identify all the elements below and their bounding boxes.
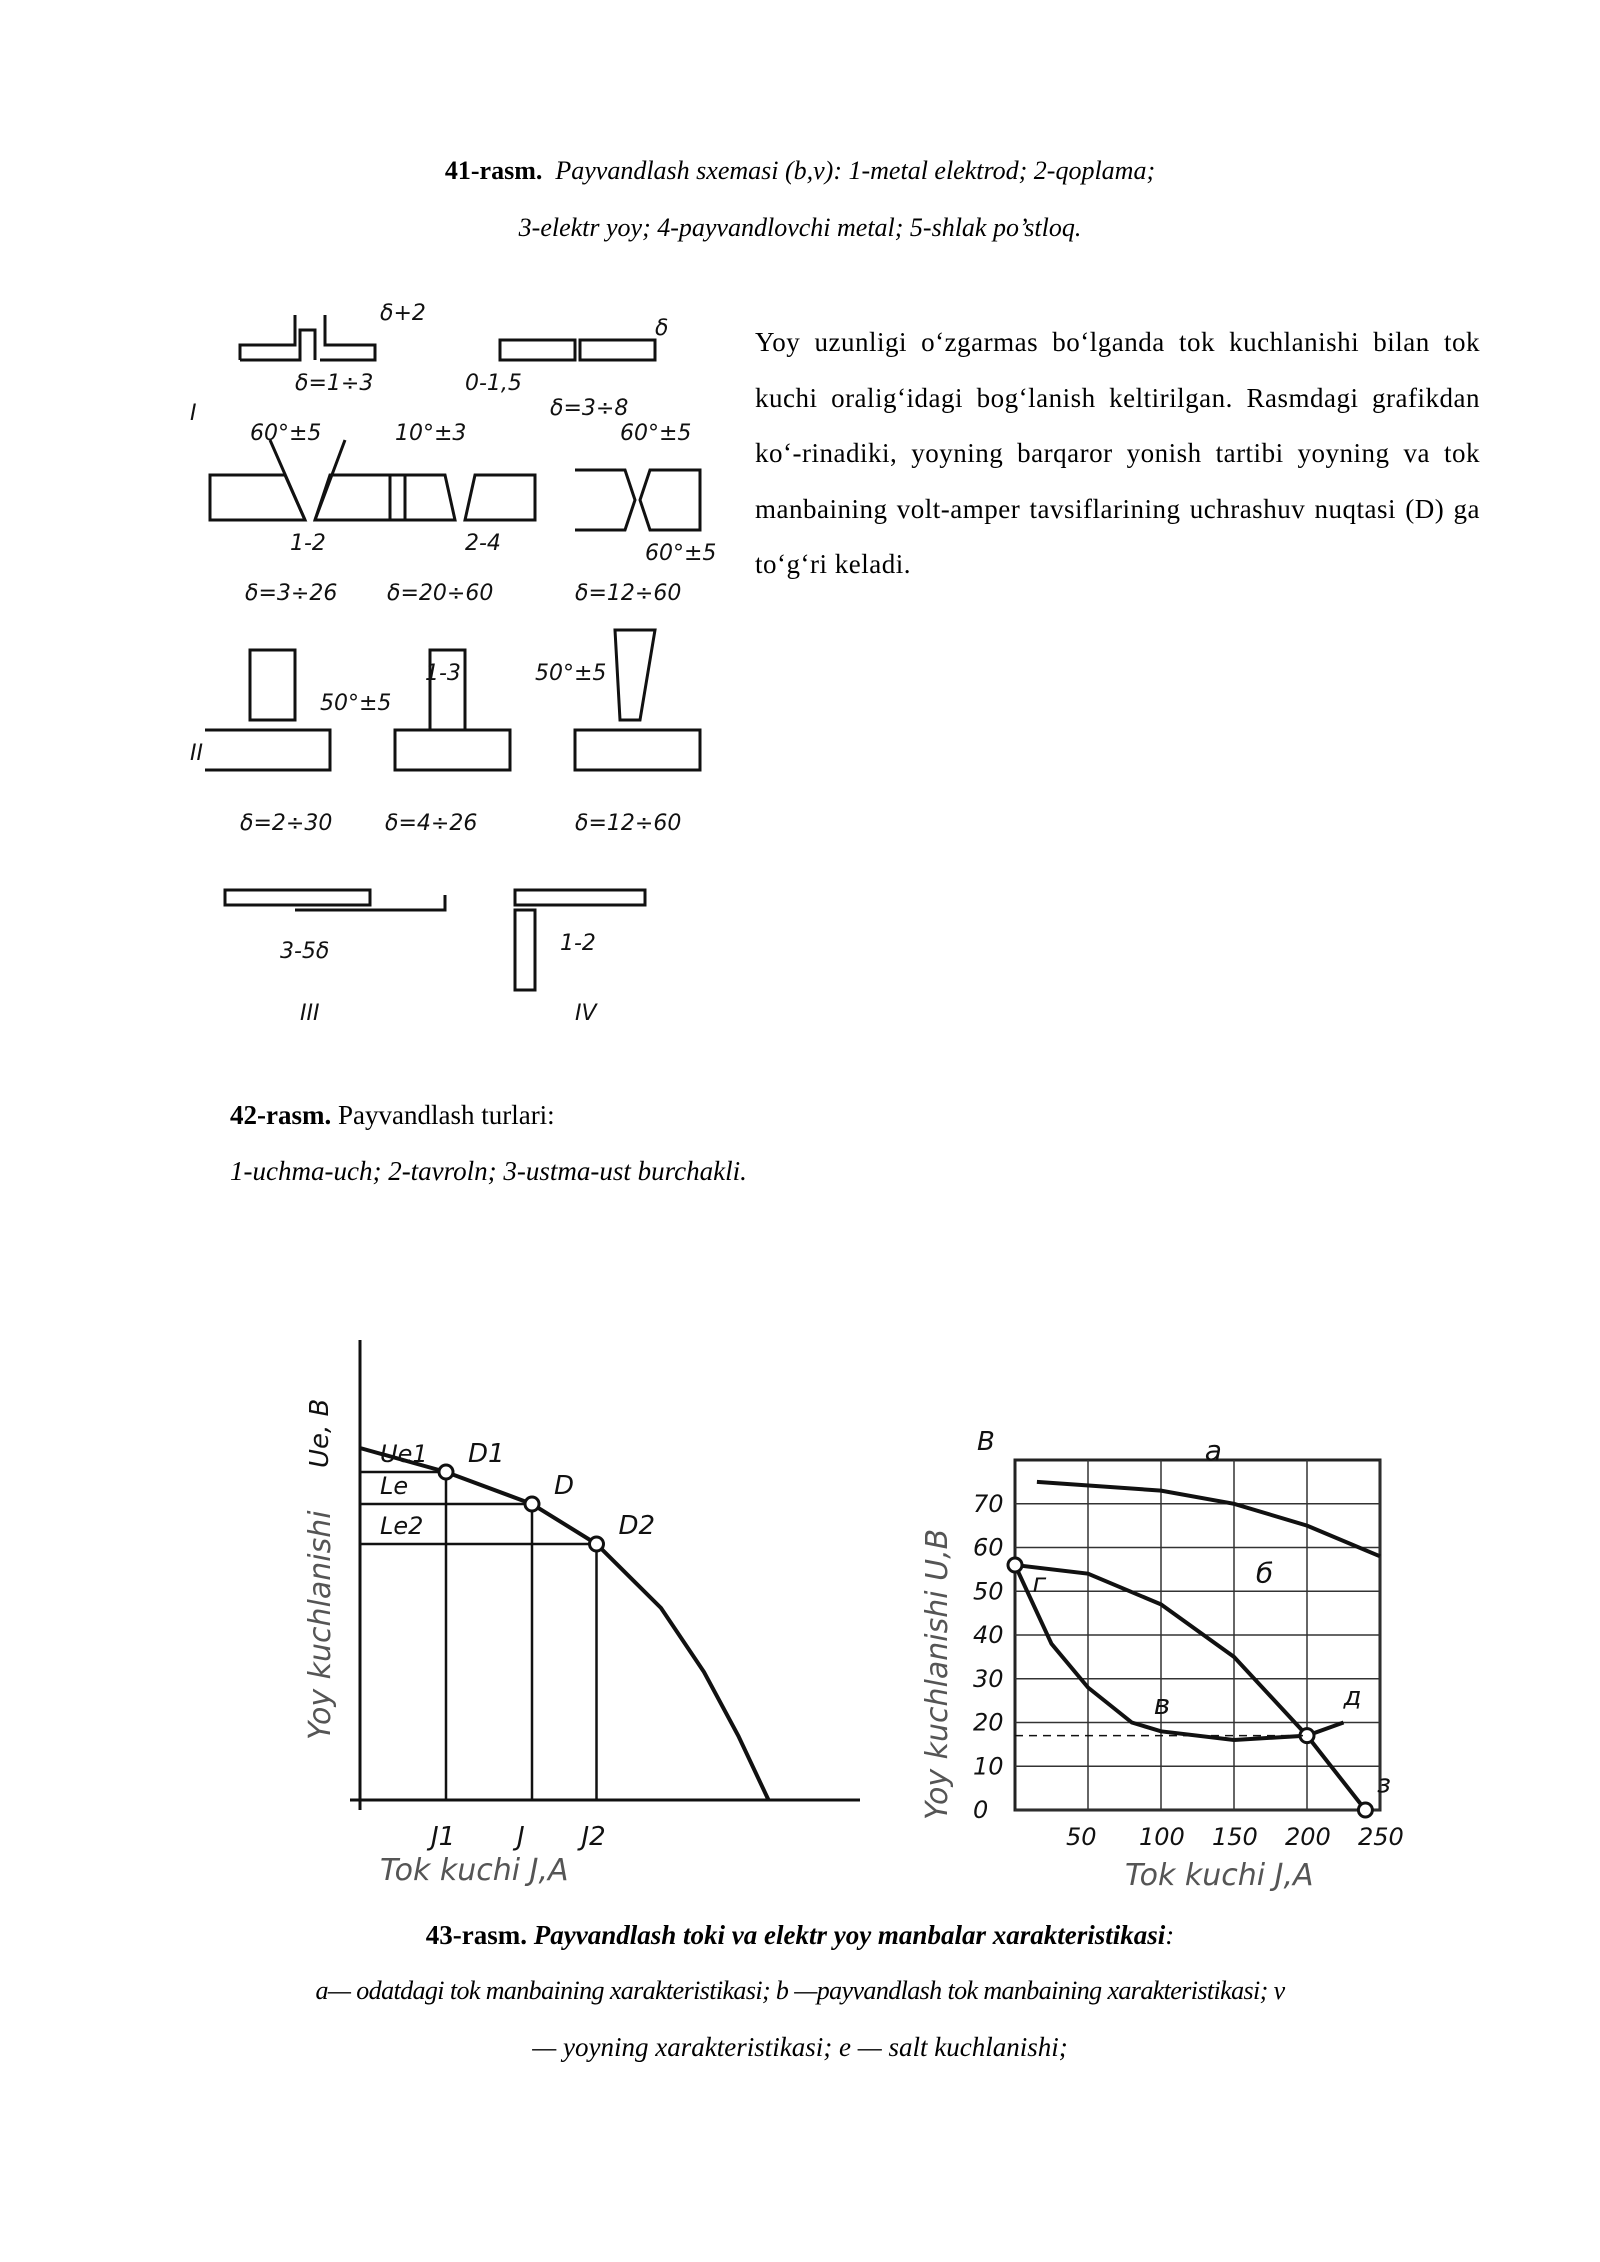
annotation-label: д bbox=[1343, 1682, 1362, 1712]
fig42-caption bbox=[230, 1100, 555, 1131]
point-label: D bbox=[554, 1471, 575, 1501]
label-d2: δ=3÷8 bbox=[550, 396, 629, 421]
fig41-caption-2 bbox=[0, 200, 1600, 256]
x-tick-label: J1 bbox=[431, 1822, 456, 1852]
level-label: Ue1 bbox=[380, 1440, 428, 1468]
series-label: a bbox=[1204, 1434, 1222, 1467]
x-axis-label: Tok kuchi J,A bbox=[1125, 1858, 1314, 1893]
label-d4: δ=20÷60 bbox=[387, 581, 494, 606]
y-tick-label: 40 bbox=[973, 1621, 1004, 1649]
fig42-weld-drawing bbox=[155, 290, 725, 1040]
chart-right bbox=[905, 1420, 1505, 1900]
y-tick-label: 60 bbox=[973, 1533, 1004, 1562]
label-d7: δ=4÷26 bbox=[385, 811, 478, 836]
annotation-label: г bbox=[1032, 1568, 1047, 1599]
x-tick-label: 150 bbox=[1212, 1823, 1258, 1851]
label-ta1: 50°±5 bbox=[320, 691, 392, 716]
fig41-caption-line2: 3-elektr yoy; 4-payvandlovchi metal; 5-shlak po’stloq. bbox=[518, 213, 1082, 242]
label-d8: δ=12÷60 bbox=[575, 811, 682, 836]
x-tick-label: J2 bbox=[581, 1822, 606, 1852]
point-label: D2 bbox=[618, 1511, 656, 1541]
series-label: б bbox=[1255, 1556, 1274, 1590]
x-tick-label: 200 bbox=[1285, 1823, 1331, 1851]
label-t2: 1-3 bbox=[425, 661, 461, 686]
x-tick-label: 100 bbox=[1139, 1823, 1185, 1851]
y-tick-label: 0 bbox=[973, 1796, 989, 1824]
annotation-label: з bbox=[1377, 1769, 1391, 1800]
y-tick-label: 70 bbox=[973, 1489, 1004, 1518]
label-d6: δ=2÷30 bbox=[240, 811, 333, 836]
x-axis-label: Tok kuchi J,A bbox=[380, 1853, 569, 1888]
x-tick-label: 50 bbox=[1066, 1823, 1097, 1851]
y-axis-label: Yoy kuchlanishi bbox=[303, 1510, 338, 1740]
series-label: в bbox=[1153, 1687, 1171, 1721]
fig42-caption-list: 1-uchma-uch; 2-tavroln; 3-ustma-ust burchakli. bbox=[230, 1156, 747, 1186]
label-g1: 1-2 bbox=[290, 531, 326, 556]
fig42-label: 42-rasm. bbox=[230, 1100, 332, 1130]
point-marker bbox=[439, 1465, 453, 1479]
fig41-caption bbox=[0, 143, 1600, 199]
y-unit-label: B bbox=[977, 1427, 995, 1457]
label-a3: 60°±5 bbox=[620, 421, 692, 446]
point-label: D1 bbox=[468, 1439, 505, 1469]
label-group-II: II bbox=[190, 741, 203, 766]
x-tick-label: J bbox=[517, 1822, 525, 1852]
label-d5: δ=12÷60 bbox=[575, 581, 682, 606]
y-tick-label: 10 bbox=[973, 1752, 1004, 1781]
point-marker bbox=[525, 1497, 539, 1511]
fig41-caption-line1: Payvandlash sxemasi (b,v): 1-metal elektrod; 2-qoplama; bbox=[555, 156, 1156, 185]
label-a4: 60°±5 bbox=[645, 541, 717, 566]
label-a1: 60°±5 bbox=[250, 421, 322, 446]
level-label: Le2 bbox=[380, 1512, 424, 1540]
label-d3: δ=3÷26 bbox=[245, 581, 338, 606]
series-line-б bbox=[1015, 1565, 1365, 1810]
label-d-plus: δ+2 bbox=[380, 301, 426, 326]
x-tick-label: 250 bbox=[1358, 1823, 1404, 1851]
label-group-III: III bbox=[300, 1001, 320, 1026]
label-group-IV: IV bbox=[575, 1001, 597, 1026]
point-marker bbox=[590, 1537, 604, 1551]
point-marker bbox=[1008, 1558, 1022, 1572]
y-tick-label: 50 bbox=[973, 1577, 1004, 1606]
chart-left bbox=[300, 1330, 860, 1900]
fig43-caption: 43-rasm. Payvandlash toki va elektr yoy manbalar xarakteristikasi: bbox=[425, 1920, 1175, 1950]
label-ta2: 50°±5 bbox=[535, 661, 607, 686]
label-g2: 2-4 bbox=[465, 531, 501, 556]
fig41-label: 41-rasm. bbox=[444, 156, 543, 185]
label-d1: δ=1÷3 bbox=[295, 371, 374, 396]
y-units-label: Ue, B bbox=[305, 1398, 335, 1468]
level-label: Le bbox=[380, 1472, 409, 1500]
fig43-caption-line2: a— odatdagi tok manbaining xarakteristikasi; b —payvandlash tok manbaining xarakteristikasi; v bbox=[315, 1976, 1285, 2005]
fig43-title: Payvandlash toki va elektr yoy manbalar xarakteristikasi bbox=[533, 1920, 1166, 1950]
label-gap1: 0-1,5 bbox=[465, 371, 522, 396]
label-lap: 3-5δ bbox=[280, 939, 330, 964]
y-axis-label: Yoy kuchlanishi U,B bbox=[920, 1528, 955, 1820]
fig42-title: Payvandlash turlari: bbox=[337, 1100, 555, 1130]
label-group-I: I bbox=[190, 401, 197, 426]
body-paragraph: Yoy uzunligi o‘zgarmas bo‘lganda tok kuchlanishi bilan tok kuchi oralig‘idagi bog‘lanish keltirilgan. Rasmdagi grafikdan ko‘-rinadiki, yoyning barqaror yonish tartibi yoyning va tok manbaining volt-amper tavsiflarining uchrashuv nuqtasi (D) ga to‘g‘ri keladi. bbox=[755, 327, 1480, 579]
label-a2: 10°±3 bbox=[395, 421, 467, 446]
y-tick-label: 30 bbox=[973, 1664, 1004, 1693]
y-tick-label: 20 bbox=[973, 1708, 1004, 1737]
fig43-caption-line3: — yoyning xarakteristikasi; e — salt kuchlanishi; bbox=[532, 2032, 1068, 2062]
fig43-label: 43-rasm. bbox=[425, 1920, 527, 1950]
label-corner: 1-2 bbox=[560, 931, 596, 956]
point-marker bbox=[1358, 1803, 1372, 1817]
label-delta: δ bbox=[655, 316, 669, 341]
